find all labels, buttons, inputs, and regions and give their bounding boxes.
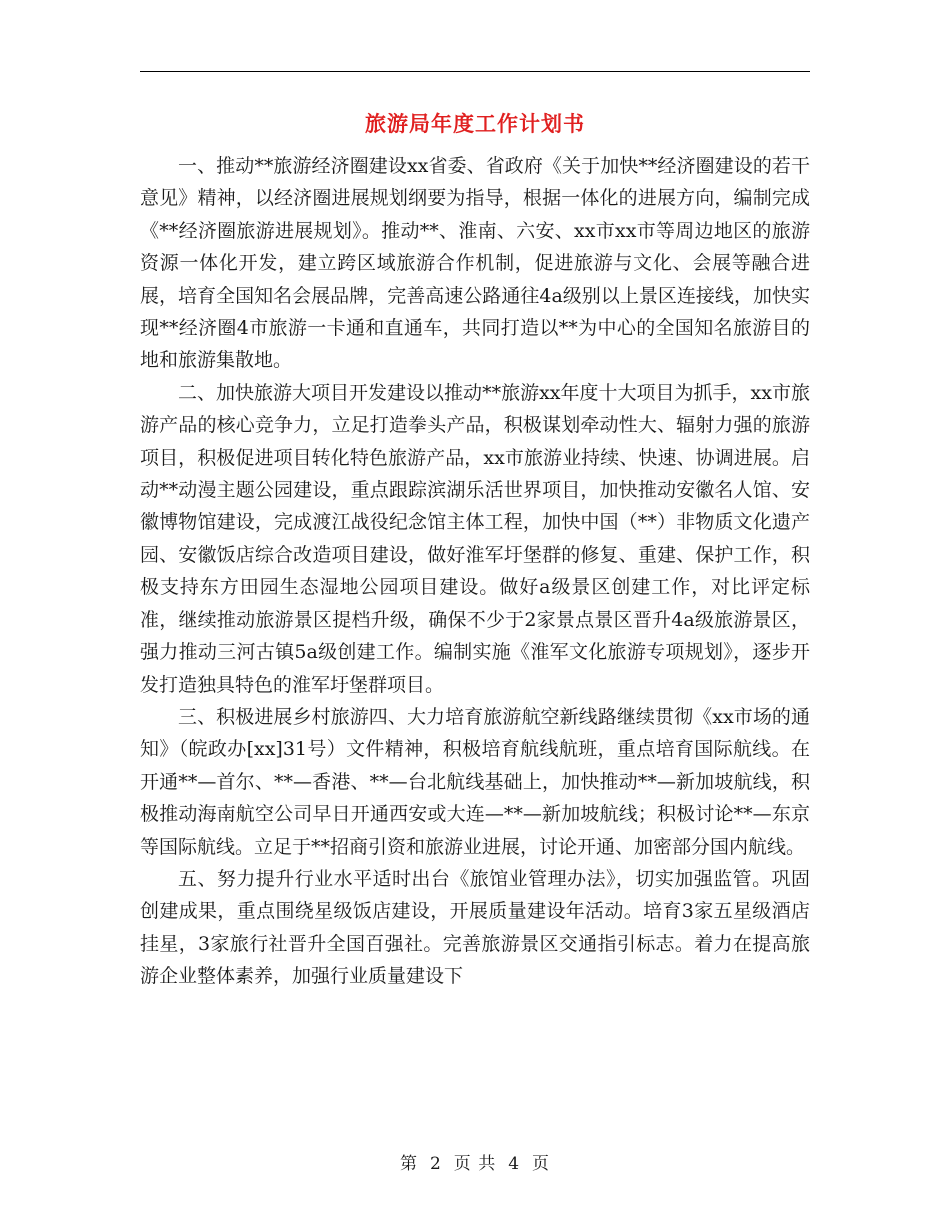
footer-suffix: 页 xyxy=(532,1154,551,1174)
paragraph-3: 三、积极进展乡村旅游四、大力培育旅游航空新线路继续贯彻《xx市场的通知》（皖政办[xx]31号）文件精神，积极培育航线航班，重点培育国际航线。在开通**—首尔、**—香港、**—台北航线基础上，加快推动**—新加坡航线，积极推动海南航空公司早日开通西安或大连—**—新加坡航线；积极讨论**—东京等国际航线。立足于**招商引资和旅游业进展，讨论开通、加密部分国内航线。 xyxy=(140,705,810,858)
footer-prefix: 第 xyxy=(399,1154,418,1174)
paragraph-1: 一、推动**旅游经济圈建设xx省委、省政府《关于加快**经济圈建设的若干意见》精神，以经济圈进展规划纲要为指导，根据一体化的进展方向，编制完成《**经济圈旅游进展规划》。推动**、淮南、六安、xx市xx市等周边地区的旅游资源一体化开发，建立跨区域旅游合作机制，促进旅游与文化、会展等融合进展，培育全国知名会展品牌，完善高速公路通往4a级别以上景区连接线，加快实现**经济圈4市旅游一卡通和直通车，共同打造以**为中心的全国知名旅游目的地和旅游集散地。 xyxy=(140,155,810,372)
paragraph-2: 二、加快旅游大项目开发建设以推动**旅游xx年度十大项目为抓手，xx市旅游产品的核心竞争力，立足打造拳头产品，积极谋划牵动性大、辐射力强的旅游项目，积极促进项目转化特色旅游产品，xx市旅游业持续、快速、协调进展。启动**动漫主题公园建设，重点跟踪滨湖乐活世界项目，加快推动安徽名人馆、安徽博物馆建设，完成渡江战役纪念馆主体工程，加快中国（**）非物质文化遗产园、安徽饭店综合改造项目建设，做好淮军圩堡群的修复、重建、保护工作，积极支持东方田园生态湿地公园项目建设。做好a级景区创建工作，对比评定标准，继续推动旅游景区提档升级，确保不少于2家景点景区晋升4a级旅游景区，强力推动三河古镇5a级创建工作。编制实施《淮军文化旅游专项规划》，逐步开发打造独具特色的淮军圩堡群项目。 xyxy=(140,381,810,696)
document-title: 旅游局年度工作计划书 xyxy=(365,111,585,136)
paragraph-4: 五、努力提升行业水平适时出台《旅馆业管理办法》，切实加强监管。巩固创建成果，重点围绕星级饭店建设，开展质量建设年活动。培育3家五星级酒店挂星，3家旅行社晋升全国百强社。完善旅游景区交通指引标志。着力在提高旅游企业整体素养，加强行业质量建设下 xyxy=(140,867,810,988)
total-page-count: 4 xyxy=(508,1154,521,1174)
page-footer xyxy=(0,1152,950,1176)
header-rule xyxy=(140,71,810,72)
current-page-number: 2 xyxy=(429,1154,442,1174)
document-body xyxy=(140,150,810,993)
footer-mid: 页 共 xyxy=(453,1154,497,1174)
